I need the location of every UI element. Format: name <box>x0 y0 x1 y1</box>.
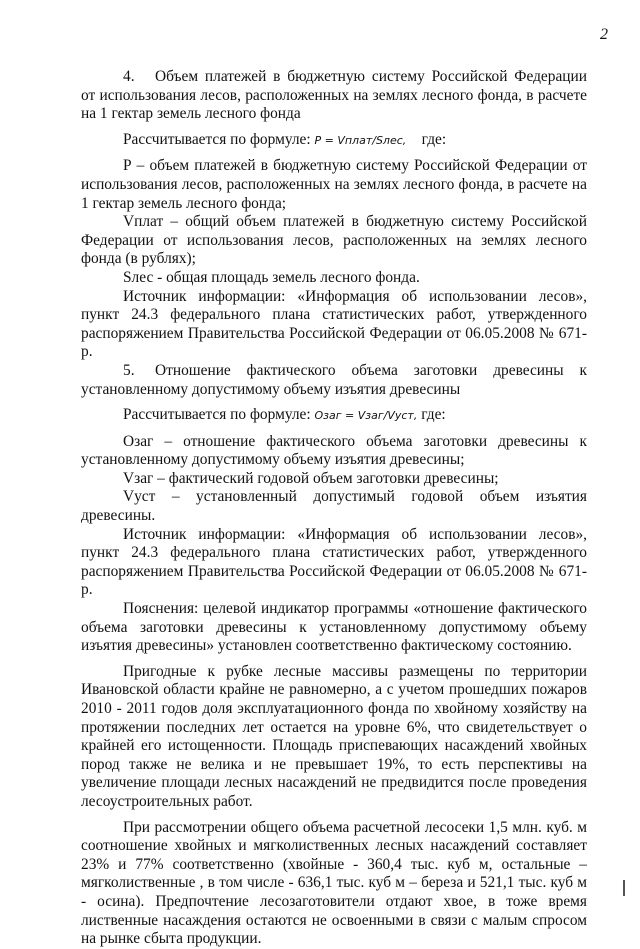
definition-vzag: Vзаг – фактический годовой объем заготовки древесины; <box>123 469 499 487</box>
formula-ozag: Oзаг = Vзаг/Vуст, <box>314 409 418 423</box>
page-number: 2 <box>600 26 608 43</box>
formula-intro: Рассчитывается по формуле: <box>123 130 311 148</box>
definition-p: Р – объем платежей в бюджетную систему Российской Федерации от использования лесов, расположенных на землях лесного фонда, в расчете на 1 гектар земель лесного фонда; <box>81 157 587 212</box>
definition-vust: Vуст – установленный допустимый годовой объем изъятия древесины. <box>81 488 587 525</box>
section-5-formula-line <box>81 406 587 426</box>
formula-intro: Рассчитывается по формуле: <box>123 406 311 424</box>
definition-sles: Sлес - общая площадь земель лесного фонда. <box>123 268 420 286</box>
section-4-title: Объем платежей в бюджетную систему Российской Федерации от использования лесов, расположенных на землях лесного фонда, в расчете на 1 гектар земель лесного фонда <box>81 68 587 123</box>
section-5-source: Источник информации: «Информация об использовании лесов», пункт 24.3 федерального плана статистических работ, утвержденного распоряжением Правительства Российской Федерации от 06.05.2008 № 671-р. <box>81 525 587 599</box>
section-5-number: 5. <box>123 361 135 379</box>
paragraph-allowable-cut: При рассмотрении общего объема расчетной лесосеки 1,5 млн. куб. м соотношение хвойных и мягколиственных лесных насаждений составляет 23% и 77% соответственно (хвойные - 360,4 тыс. куб м, остальные – мягколиственные , в том числе - 636,1 тыс. куб м – береза и 521,1 тыс. куб м - осина). Предпочтение лесозаготовители отдают хвое, в тоже время лиственные насаждения остаются не освоенными в связи с малым спросом на рынке сбыта продукции. <box>81 818 587 948</box>
paragraph-forest-resources: Пригодные к рубке лесные массивы размещены по территории Ивановской области крайне не равномерно, а с учетом прошедших пожаров 2010 - 2011 годов доля эксплуатационного фонда по хвойному хозяйству на протяжении последних лет остается на уровне 6%, что свидетельствует о крайней его истощенности. Площадь приспевающих насаждений хвойных пород также не велика и не превышает 19%, то есть перспективы на увеличение площади лесных насаждений не предвидится после проведения лесоустроительных работ. <box>81 662 587 810</box>
section-5-title: Отношение фактического объема заготовки древесины к установленному допустимому объему изъятия древесины <box>81 361 587 398</box>
section-5-note: Пояснения: целевой индикатор программы «отношение фактического объема заготовки древесины к установленному допустимому объему изъятия древесины» установлен соответственно фактическому состоянию. <box>81 600 587 655</box>
section-4-source: Источник информации: «Информация об использовании лесов», пункт 24.3 федерального плана статистических работ, утвержденного распоряжением Правительства Российской Федерации от 06.05.2008 № 671-р. <box>81 287 587 361</box>
section-5-heading <box>81 362 587 399</box>
section-4-number: 4. <box>123 68 135 85</box>
definition-vplat: Vплат – общий объем платежей в бюджетную систему Российской Федерации от использования лесов, расположенных на землях лесного фонда (в рублях); <box>81 213 587 268</box>
section-4-formula-line <box>81 131 587 151</box>
definition-ozag: Озаг – отношение фактического объема заготовки древесины к установленному допустимому объему изъятия древесины; <box>81 432 587 469</box>
formula-p: P = Vплат/Sлес, <box>314 133 407 147</box>
scan-mark <box>623 880 625 896</box>
formula-suffix: где: <box>421 406 446 424</box>
formula-suffix: где: <box>421 130 447 148</box>
document-body <box>81 68 587 949</box>
section-4-heading <box>81 68 587 124</box>
